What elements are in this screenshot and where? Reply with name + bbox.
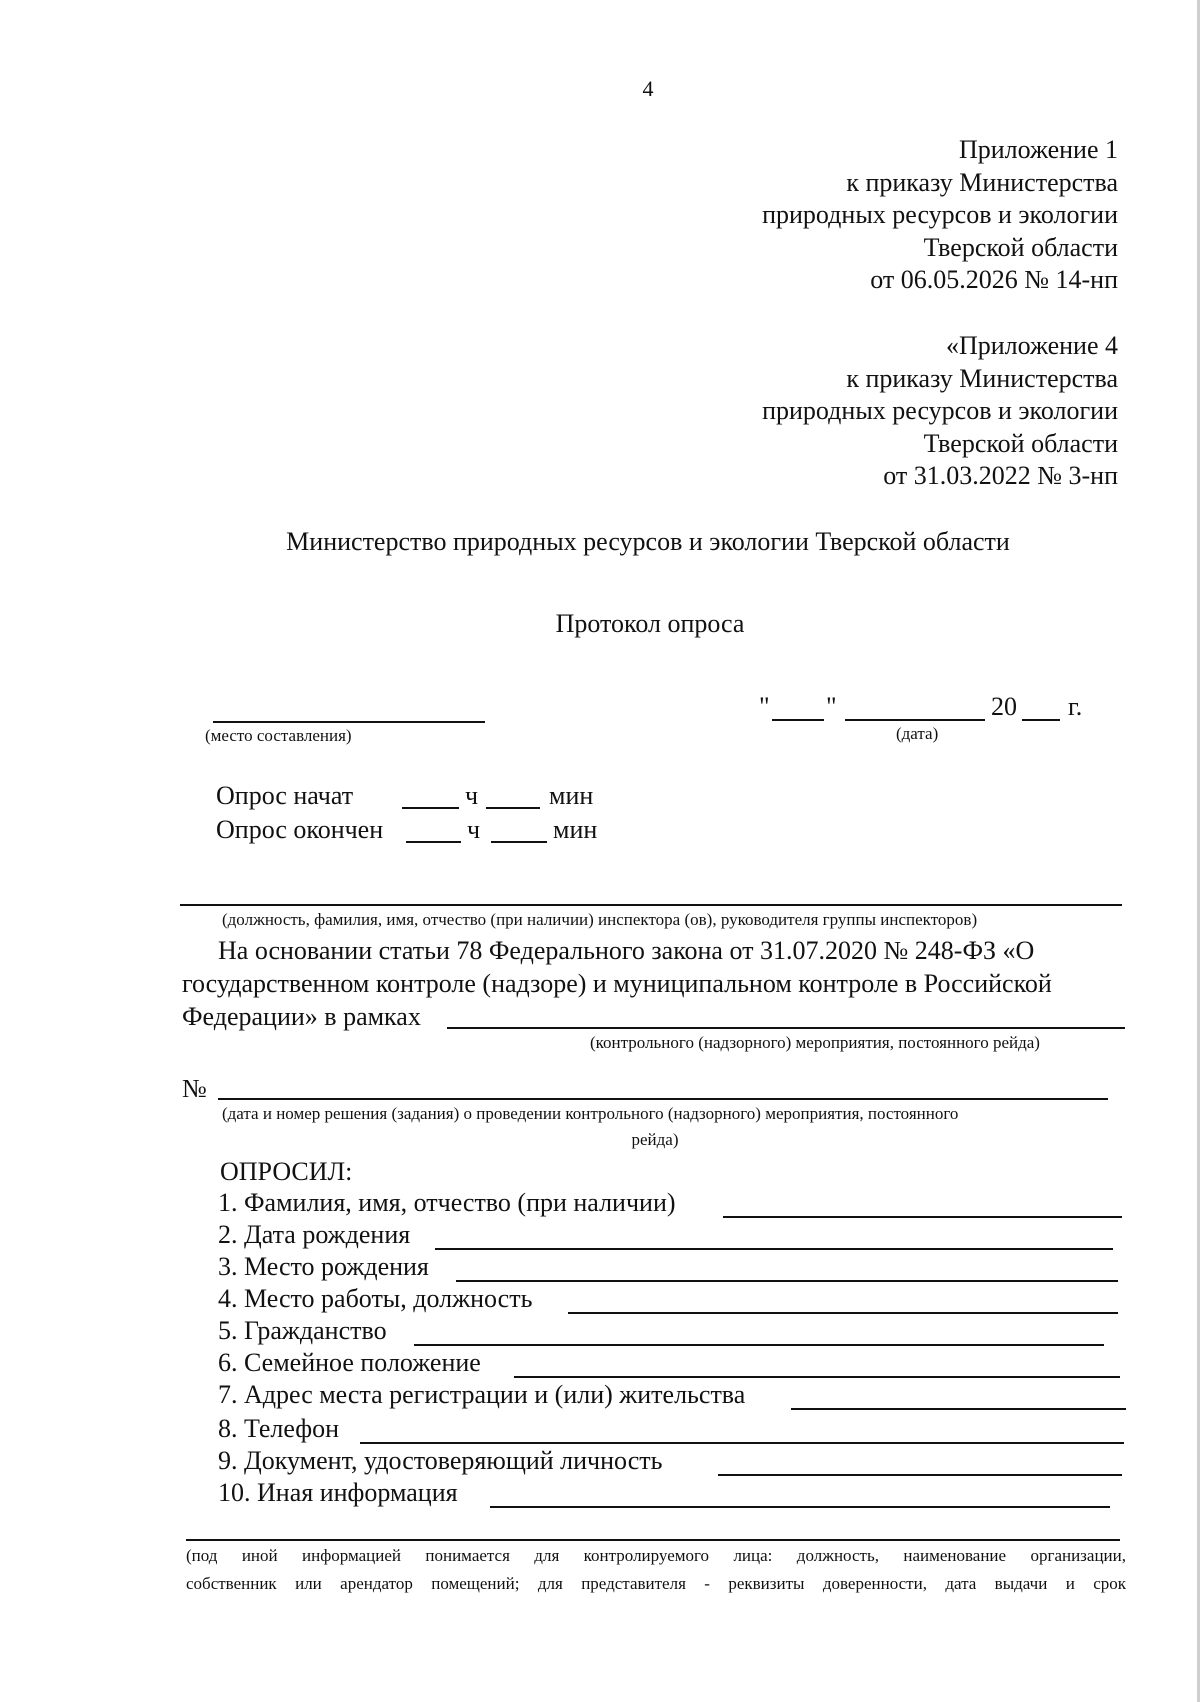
appendix-line: Тверской области bbox=[923, 428, 1118, 458]
appendix-line: природных ресурсов и экологии bbox=[762, 200, 1118, 229]
marital-status-input[interactable] bbox=[514, 1376, 1120, 1378]
id-document-input[interactable] bbox=[718, 1474, 1122, 1476]
field-marital-status bbox=[218, 1348, 481, 1380]
date-quote-open: " bbox=[759, 692, 770, 721]
field-workplace bbox=[218, 1284, 532, 1316]
full-name-input[interactable] bbox=[723, 1216, 1122, 1218]
address-input[interactable] bbox=[791, 1408, 1126, 1410]
workplace-input[interactable] bbox=[568, 1312, 1118, 1314]
end-minutes-field[interactable] bbox=[491, 841, 547, 843]
appendix-line: Приложение 1 bbox=[958, 135, 1118, 164]
field-birth-place bbox=[218, 1252, 429, 1284]
date-day-field[interactable] bbox=[772, 719, 824, 721]
appendix-line: Тверской области bbox=[923, 232, 1118, 262]
inspection-type-field[interactable] bbox=[447, 1027, 1125, 1029]
appendix-line: к приказу Министерства bbox=[846, 167, 1118, 197]
field-label: 4. Место работы, должность bbox=[218, 1284, 533, 1313]
field-full-name bbox=[218, 1188, 676, 1220]
interviewed-heading: ОПРОСИЛ: bbox=[220, 1157, 353, 1186]
other-info-continuation[interactable] bbox=[186, 1539, 1120, 1541]
place-caption: (место составления) bbox=[205, 726, 352, 745]
start-minutes-unit: мин bbox=[549, 781, 594, 810]
document-title: Протокол опроса bbox=[555, 609, 745, 638]
start-minutes-field[interactable] bbox=[486, 807, 540, 809]
end-hours-unit: ч bbox=[467, 815, 481, 844]
field-label: 3. Место рождения bbox=[218, 1252, 429, 1281]
end-label: Опрос окончен bbox=[216, 815, 384, 844]
field-label: 1. Фамилия, имя, отчество (при наличии) bbox=[218, 1188, 676, 1217]
other-info-input[interactable] bbox=[490, 1506, 1110, 1508]
page-number: 4 bbox=[642, 76, 654, 101]
field-birth-date bbox=[218, 1220, 410, 1252]
appendix-line: к приказу Министерства bbox=[846, 363, 1118, 393]
field-label: 2. Дата рождения bbox=[218, 1220, 411, 1249]
start-hours-field[interactable] bbox=[402, 807, 459, 809]
end-minutes-unit: мин bbox=[553, 815, 598, 844]
birth-date-input[interactable] bbox=[435, 1248, 1113, 1250]
basis-line-1: На основании статьи 78 Федерального закона от 31.07.2020 № 248-ФЗ «О bbox=[218, 936, 1035, 965]
field-label: 7. Адрес места регистрации и (или) жительства bbox=[218, 1380, 746, 1409]
appendix-line: «Приложение 4 bbox=[945, 331, 1118, 360]
date-month-field[interactable] bbox=[845, 719, 985, 721]
field-address bbox=[218, 1380, 745, 1412]
date-year-suffix: г. bbox=[1068, 692, 1083, 721]
field-label: 8. Телефон bbox=[218, 1414, 340, 1443]
end-hours-field[interactable] bbox=[406, 841, 461, 843]
field-phone bbox=[218, 1414, 339, 1446]
date-year-field[interactable] bbox=[1022, 719, 1060, 721]
inspection-type-caption: (контрольного (надзорного) мероприятия, постоянного рейда) bbox=[590, 1033, 1040, 1052]
field-label: 10. Иная информация bbox=[218, 1478, 458, 1507]
date-year-prefix: 20 bbox=[991, 692, 1017, 721]
decision-caption-2: рейда) bbox=[631, 1130, 679, 1149]
ministry-name: Министерство природных ресурсов и экологии Тверской области bbox=[286, 527, 1010, 556]
basis-line-2: государственном контроле (надзоре) и муниципальном контроле в Российской bbox=[182, 969, 1052, 998]
date-quote-close: " bbox=[826, 692, 837, 721]
field-other-info bbox=[218, 1478, 458, 1510]
field-label: 9. Документ, удостоверяющий личность bbox=[218, 1446, 663, 1475]
start-label: Опрос начат bbox=[216, 781, 354, 810]
appendix-4-block bbox=[762, 330, 1118, 493]
citizenship-input[interactable] bbox=[414, 1344, 1104, 1346]
field-id-document bbox=[218, 1446, 662, 1478]
appendix-line: от 31.03.2022 № 3-нп bbox=[883, 461, 1118, 490]
appendix-line: природных ресурсов и экологии bbox=[762, 396, 1118, 425]
decision-field[interactable] bbox=[218, 1098, 1108, 1100]
field-label: 6. Семейное положение bbox=[218, 1348, 481, 1377]
number-sign: № bbox=[182, 1074, 207, 1103]
other-info-note-1: (под иной информацией понимается для контролируемого лица: должность, наименование организации, bbox=[186, 1546, 1126, 1565]
field-citizenship bbox=[218, 1316, 387, 1348]
inspector-field[interactable] bbox=[180, 904, 1122, 906]
place-field[interactable] bbox=[213, 721, 485, 723]
field-label: 5. Гражданство bbox=[218, 1316, 387, 1345]
basis-line-3: Федерации» в рамках bbox=[182, 1002, 421, 1031]
decision-caption-1: (дата и номер решения (задания) о проведении контрольного (надзорного) мероприятия, постоянного bbox=[222, 1104, 959, 1123]
date-caption: (дата) bbox=[896, 724, 939, 743]
birth-place-input[interactable] bbox=[456, 1280, 1118, 1282]
appendix-line: от 06.05.2026 № 14-нп bbox=[870, 265, 1118, 294]
inspector-caption: (должность, фамилия, имя, отчество (при наличии) инспектора (ов), руководителя группы инспекторов) bbox=[222, 910, 978, 929]
phone-input[interactable] bbox=[360, 1442, 1124, 1444]
start-hours-unit: ч bbox=[465, 781, 479, 810]
other-info-note-2: собственник или арендатор помещений; для представителя - реквизиты доверенности, дата выдачи и срок bbox=[186, 1574, 1126, 1593]
appendix-1-block bbox=[762, 134, 1118, 297]
